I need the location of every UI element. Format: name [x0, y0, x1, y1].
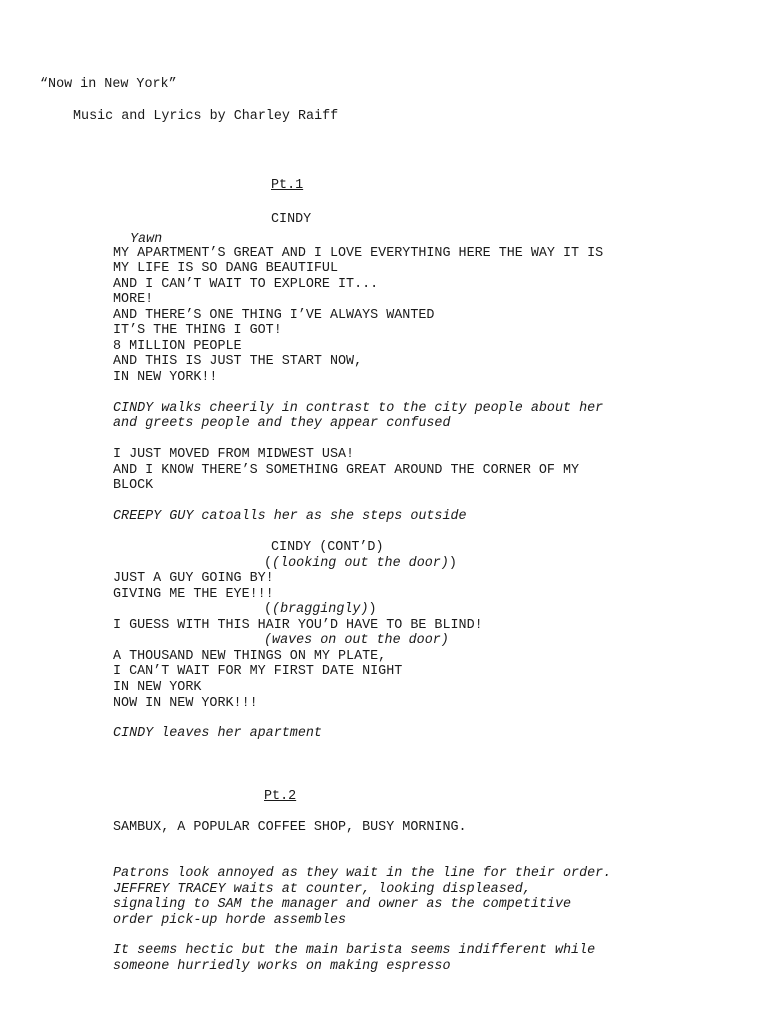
action-line: order pick-up horde assembles	[113, 913, 347, 928]
action-line: signaling to SAM the manager and owner as the competitive	[113, 897, 572, 912]
scene-heading: SAMBUX, A POPULAR COFFEE SHOP, BUSY MORNING.	[113, 820, 467, 835]
lyric-line: I JUST MOVED FROM MIDWEST USA!	[113, 447, 355, 462]
song-credit: Music and Lyrics by Charley Raiff	[73, 109, 339, 124]
action-line: Patrons look annoyed as they wait in the line for their order.	[113, 866, 612, 881]
lyric-line: IN NEW YORK!!	[113, 370, 218, 385]
lyric-line: IN NEW YORK	[113, 680, 202, 695]
lyric-line: MORE!	[113, 292, 154, 307]
lyric-line: 8 MILLION PEOPLE	[113, 339, 242, 354]
part1-heading: Pt.1	[271, 178, 304, 193]
parenthetical-text: (braggingly)	[272, 602, 369, 617]
lyric-line: AND THIS IS JUST THE START NOW,	[113, 354, 363, 369]
lyric-line: IT’S THE THING I GOT!	[113, 323, 282, 338]
lyric-line: I GUESS WITH THIS HAIR YOU’D HAVE TO BE BLIND!	[113, 618, 483, 633]
lyric-line: AND THERE’S ONE THING I’VE ALWAYS WANTED	[113, 308, 435, 323]
part2-heading: Pt.2	[264, 789, 297, 804]
action-line: JEFFREY TRACEY waits at counter, looking displeased,	[113, 882, 531, 897]
lyric-line: MY APARTMENT’S GREAT AND I LOVE EVERYTHING HERE THE WAY IT IS	[113, 246, 604, 261]
lyric-line: MY LIFE IS SO DANG BEAUTIFUL	[113, 261, 338, 276]
lyric-line: BLOCK	[113, 478, 154, 493]
song-title: “Now in New York”	[40, 77, 177, 92]
parenthetical: (waves on out the door)	[264, 633, 449, 648]
lyric-line: AND I CAN’T WAIT TO EXPLORE IT...	[113, 277, 379, 292]
lyric-line: A THOUSAND NEW THINGS ON MY PLATE,	[113, 649, 387, 664]
stage-direction-yawn: Yawn	[130, 232, 163, 247]
action-line: someone hurriedly works on making espresso	[113, 959, 451, 974]
parenthetical-text: (looking out the door)	[272, 556, 449, 571]
parenthetical: ((looking out the door))	[264, 556, 457, 571]
lyric-line: GIVING ME THE EYE!!!	[113, 587, 274, 602]
action-line: CREEPY GUY catoalls her as she steps outside	[113, 509, 467, 524]
action-line: It seems hectic but the main barista seems indifferent while	[113, 943, 596, 958]
character-cindy: CINDY	[271, 212, 312, 227]
lyric-line: NOW IN NEW YORK!!!	[113, 696, 258, 711]
action-line: CINDY leaves her apartment	[113, 726, 322, 741]
lyric-line: I CAN’T WAIT FOR MY FIRST DATE NIGHT	[113, 664, 403, 679]
action-line: CINDY walks cheerily in contrast to the city people about her	[113, 401, 604, 416]
action-line: and greets people and they appear confused	[113, 416, 451, 431]
character-cindy-contd: CINDY (CONT’D)	[271, 540, 384, 555]
parenthetical: ((braggingly))	[264, 602, 377, 617]
lyric-line: AND I KNOW THERE’S SOMETHING GREAT AROUND THE CORNER OF MY	[113, 463, 580, 478]
lyric-line: JUST A GUY GOING BY!	[113, 571, 274, 586]
